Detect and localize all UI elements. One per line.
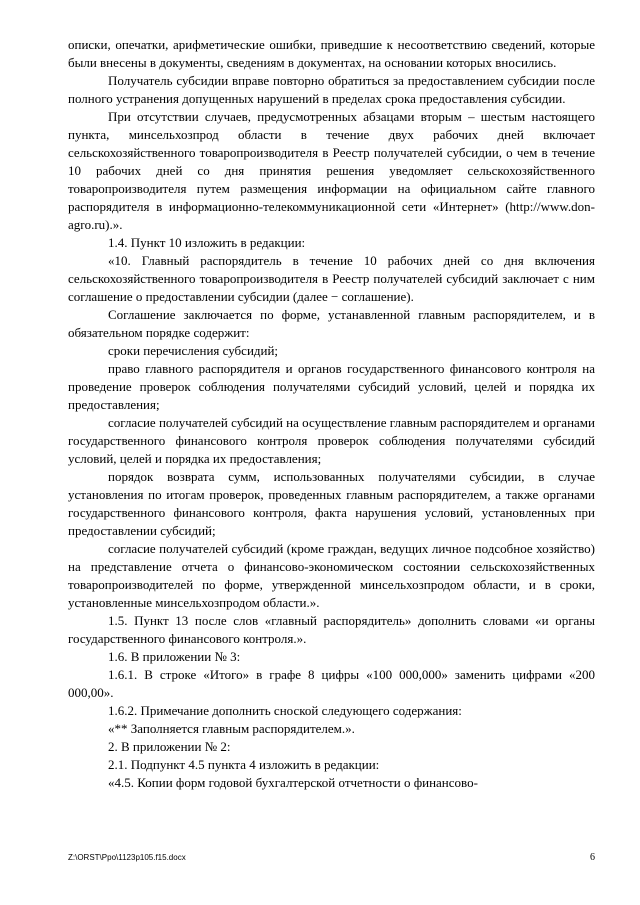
paragraph: Получатель субсидии вправе повторно обратиться за предоставлением субсидии после полного устранения допущенных нарушений в пределах срока предоставления субсидии.: [68, 73, 595, 106]
paragraph: «10. Главный распорядитель в течение 10 рабочих дней со дня включения сельскохозяйственного товаропроизводителя в Реестр получателей субсидий заключает с ним соглашение о предоставлении субсидии (далее − соглашение).: [68, 253, 595, 304]
paragraph: 1.6.1. В строке «Итого» в графе 8 цифры «100 000,000» заменить цифрами «200 000,00».: [68, 667, 595, 700]
paragraph: порядок возврата сумм, использованных получателями субсидии, в случае установления по итогам проверок, проведенных главным распорядителем, а также органами государственного финансового контроля, факта нарушения условий, установленных при предоставлении субсидий;: [68, 469, 595, 538]
paragraph: согласие получателей субсидий (кроме граждан, ведущих личное подсобное хозяйство) на представление отчета о финансово-экономическом состоянии сельскохозяйственных товаропроизводителей по форме, утвержденной минсельхозпродом области, и в сроки, установленные минсельхозпродом области.».: [68, 541, 595, 610]
paragraph: согласие получателей субсидий на осуществление главным распорядителем и органами государственного финансового контроля проверок соблюдения получателями субсидий условий, целей и порядка их предоставления;: [68, 415, 595, 466]
paragraph: 2. В приложении № 2:: [108, 739, 231, 754]
paragraph: 2.1. Подпункт 4.5 пункта 4 изложить в редакции:: [108, 757, 380, 772]
paragraph: 1.6. В приложении № 3:: [108, 649, 241, 664]
paragraph: сроки перечисления субсидий;: [108, 343, 279, 358]
paragraph: «4.5. Копии форм годовой бухгалтерской отчетности о финансово-: [108, 775, 478, 790]
paragraph: право главного распорядителя и органов государственного финансового контроля на проведение проверок соблюдения получателями субсидий условий, целей и порядка их предоставления;: [68, 361, 595, 412]
paragraph: 1.5. Пункт 13 после слов «главный распорядитель» дополнить словами «и органы государственного финансового контроля.».: [68, 613, 595, 646]
paragraph: 1.6.2. Примечание дополнить сноской следующего содержания:: [108, 703, 462, 718]
paragraph: описки, опечатки, арифметические ошибки, приведшие к несоответствию сведений, которые были внесены в документы, сведениям в документах, на основании которых вносились.: [68, 37, 595, 70]
paragraph: «** Заполняется главным распорядителем.».: [108, 721, 355, 736]
page-number: 6: [590, 852, 595, 863]
paragraph: 1.4. Пункт 10 изложить в редакции:: [108, 235, 306, 250]
document-body: [68, 36, 595, 792]
file-path: Z:\ORST\Ppo\1123p105.f15.docx: [68, 853, 186, 862]
paragraph: При отсутствии случаев, предусмотренных абзацами вторым – шестым настоящего пункта, минсельхозпрод области в течение двух рабочих дней включает сельскохозяйственного товаропроизводителя в Реестр получателей субсидии, о чем в течение 10 рабочих дней со дня принятия решения уведомляет сельскохозяйственного товаропроизводителя путем размещения информации на официальном сайте главного распорядителя в информационно-телекоммуникационной сети «Интернет» (http://www.don-agro.ru).».: [68, 109, 595, 232]
paragraph: Соглашение заключается по форме, устанавленной главным распорядителем, и в обязательном порядке содержит:: [68, 307, 595, 340]
